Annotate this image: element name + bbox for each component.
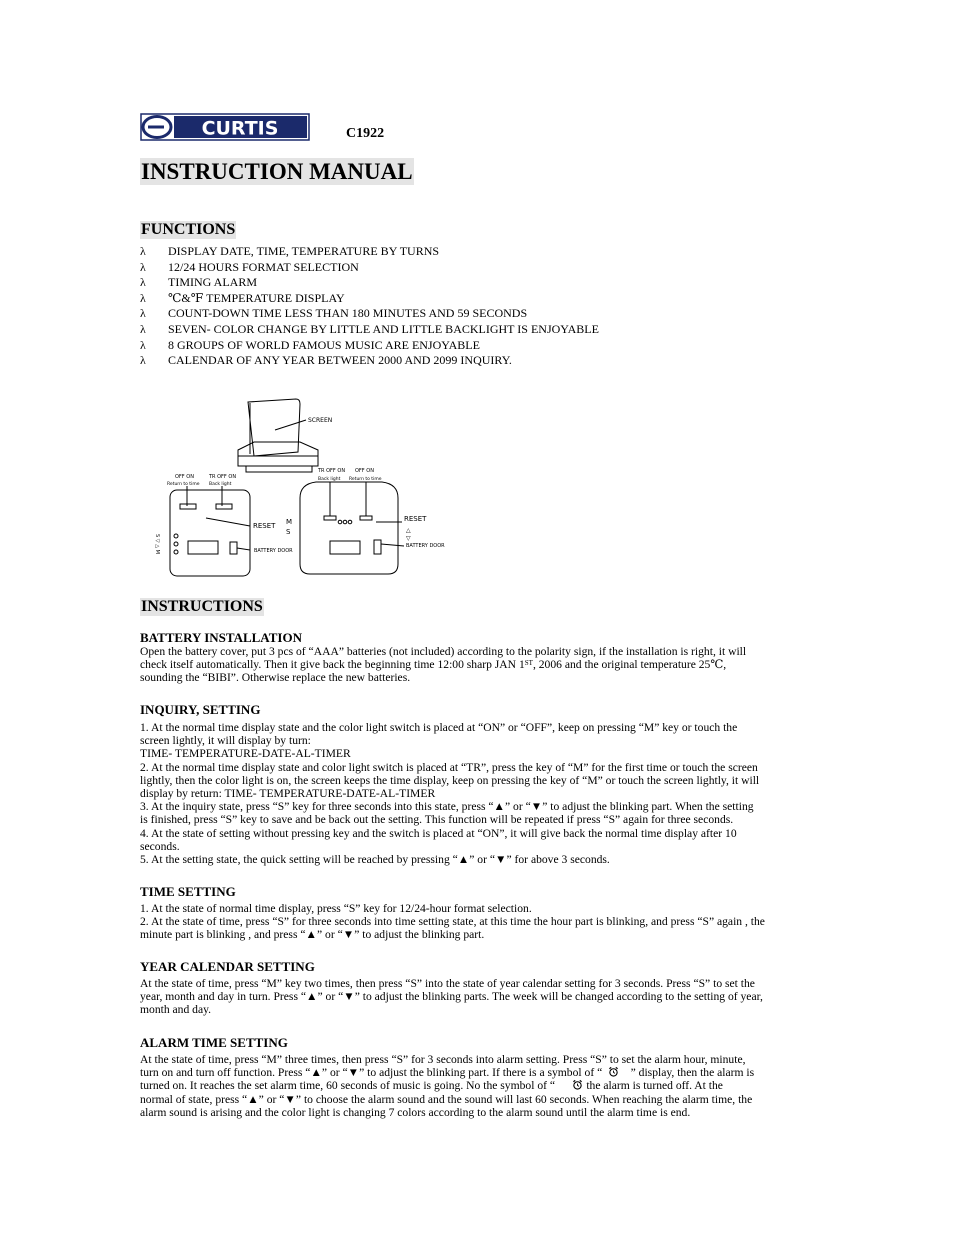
page-title: INSTRUCTION MANUAL [141,159,413,184]
diagram-label: TR OFF ON [318,468,346,474]
list-item: λ SEVEN- COLOR CHANGE BY LITTLE AND LITTLE BACKLIGHT IS ENJOYABLE [140,321,599,336]
product-diagram [150,394,450,580]
list-item: λ DISPLAY DATE, TIME, TEMPERATURE BY TURNS [140,244,440,258]
list-item: λ 8 GROUPS OF WORLD FAMOUS MUSIC ARE ENJOYABLE [140,337,480,352]
diagram-label: BATTERY DOOR [254,548,293,554]
diagram-label: TR OFF ON [209,474,237,480]
diagram-label: S [286,528,291,536]
list-item: λ ℃&℉ TEMPERATURE DISPLAY [140,290,345,305]
diagram-label: Return to time [349,477,382,482]
diagram-label: OFF ON [175,474,194,480]
diagram-label: OFF ON [355,468,374,474]
year-calendar-heading: YEAR CALENDAR SETTING [140,959,315,974]
alarm-clock-icon [572,1079,583,1090]
battery-heading: BATTERY INSTALLATION [140,630,302,645]
list-item: λ COUNT-DOWN TIME LESS THAN 180 MINUTES AND 59 SECONDS [140,306,528,321]
diagram-label: Back light [209,482,232,487]
diagram-label: RESET [253,522,276,530]
list-item: λ TIMING ALARM [140,275,257,290]
list-item: λ CALENDAR OF ANY YEAR BETWEEN 2000 AND 2099 INQUIRY. [140,353,512,368]
alarm-time-text: At the state of time, press “M” three times, then press “S” for 3 seconds into alarm setting. Press “S” to set the alarm hour, minute, turn on and turn off function. Press “▲” or “▼” to adjust the blinking part. If there is a symbol of “ ” display, then the alarm is turned on. It reaches the set alarm time, 60 seconds of music is going. No the symbol of “ the alarm is turned off. At the normal of state, press “▲” or “▼” to choose the alarm sound and the sound will last 60 seconds. When reaching the alarm time, the alarm sound is arising and the color light is changing 7 colors according to the alarm sound until the alarm time is end. [140,1053,755,1119]
time-setting-heading: TIME SETTING [140,884,236,899]
alarm-clock-icon [608,1066,619,1077]
year-calendar-text: At the state of time, press “M” key two times, then press “S” into the state of year calendar setting for 3 seconds. Press “S” to set the year, month and day in turn. Press “▲” or “▼” to adjust the blinking parts. The week will be changed according to the setting of year, month and day. [140,977,763,1017]
list-item: λ 12/24 HOURS FORMAT SELECTION [140,259,359,274]
functions-heading: FUNCTIONS [141,221,236,238]
brand-text: CURTIS [201,117,279,140]
inquiry-text: 1. At the normal time display state and the color light switch is placed at “ON” or “OFF”, keep on pressing “M” key or touch the screen lightly, it will display by turn: TIME- TEMPERATURE-DATE-AL-TIMER 2. At the normal time display state and color light switch is placed at “TR”, press the key of “M” for the first time or touch the screen lightly, then the color light is on, the screen keeps the time display, keep on pressing the key of “M” or touch the screen lightly, it will display by return: TIME- TEMPERATURE-DATE-AL-TIMER 3. At the inquiry state, press “S” key for three seconds into this state, press “▲” or “▼” to adjust the blinking part. When the setting is finished, press “S” key to save and be back out the setting. This function will be repeated if press “S” again for three seconds. 4. At the state of setting without pressing key and the switch is placed at “ON”, it will give back the normal time display after 10 seconds. 5. At the setting state, the quick setting will be reached by pressing “▲” or “▼” for above 3 seconds. [140,721,760,867]
battery-text: Open the battery cover, put 3 pcs of “AAA” batteries (not included) according to the polarity sign, if the installation is right, it will check itself automatically. Then it give back the beginning time 12:00 sharp JAN 1ST, 2006 and the original temperature 25℃, sounding the “BIBI”. Otherwise replace the new batteries. [140,645,747,685]
diagram-label: Return to time [167,482,200,487]
curtis-logo [140,113,310,141]
instructions-heading: INSTRUCTIONS [141,598,263,615]
down-arrow-icon: ▽ [406,535,411,542]
diagram-label: BATTERY DOOR [406,543,445,549]
diagram-label: M [286,518,293,526]
diagram-label: RESET [404,515,427,523]
time-setting-text: 1. At the state of normal time display, press “S” key for 12/24-hour format selection. 2. At the state of time, press “S” for three seconds into time setting state, at this time the hour part is blinking, and press “S” again , the minute part is blinking , and press “▲” or “▼” to adjust the blinking part. [140,902,765,942]
up-arrow-icon: △ [406,527,411,534]
alarm-time-heading: ALARM TIME SETTING [140,1035,288,1050]
diagram-screen-label: SCREEN [308,417,333,424]
inquiry-heading: INQUIRY, SETTING [140,702,261,717]
diagram-label: Back light [318,477,341,482]
model-number: C1922 [346,126,385,141]
functions-list [140,244,599,369]
diagram-label: S ▽ △ M [154,534,160,554]
